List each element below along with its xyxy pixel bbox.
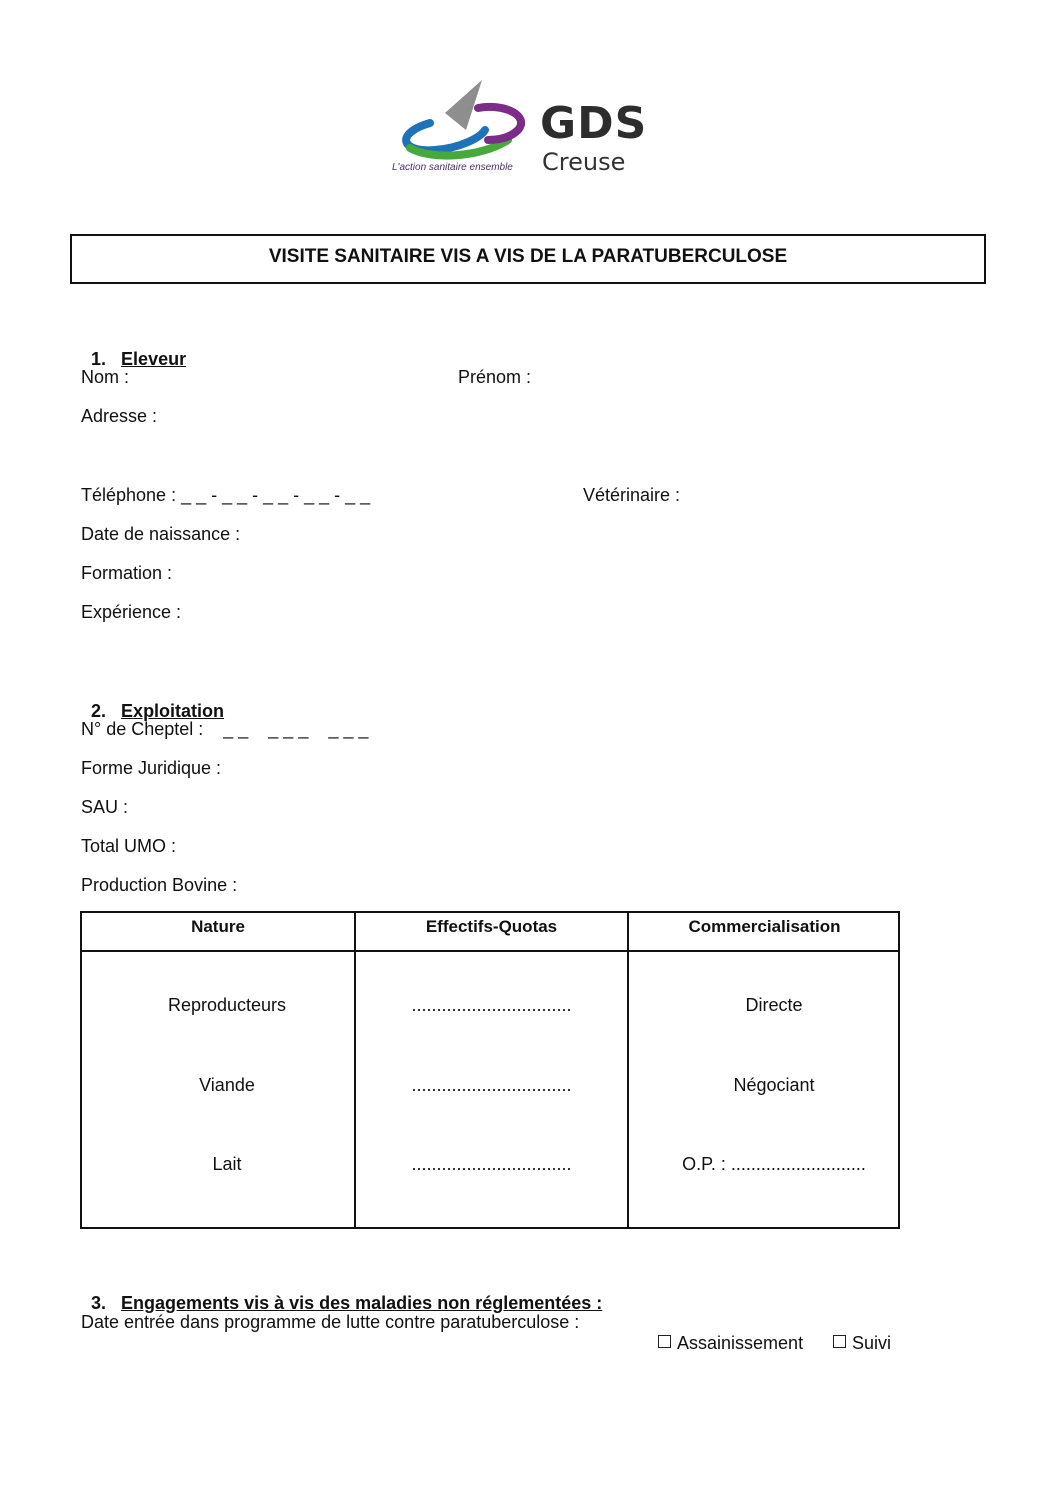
adresse-field: Adresse : [81,406,158,426]
formation-field: Formation : [81,563,173,583]
date-naissance-field: Date de naissance : [81,524,241,544]
production-table [80,911,900,1229]
assainissement-label: Assainissement [677,1333,804,1353]
document-title: VISITE SANITAIRE VIS A VIS DE LA PARATUBERCULOSE [268,246,788,267]
table-cell-effectifs: ................................ [411,1154,572,1174]
logo-region: Creuse [542,148,626,176]
section-1-title: Eleveur [121,349,187,369]
table-cell-effectifs: ................................ [411,995,572,1015]
table-header-effectifs: Effectifs-Quotas [425,917,558,936]
table-header-divider [82,950,898,952]
section-1-heading [81,328,186,370]
table-header-nature: Nature [191,917,245,936]
logo-brand: GDS [540,98,648,149]
table-cell-nature: Lait [212,1154,242,1174]
total-umo-field: Total UMO : [81,836,177,856]
section-3-heading [81,1272,602,1314]
gds-creuse-logo [390,78,680,178]
table-divider [354,913,356,1227]
nom-field: Nom : [81,367,130,387]
section-3-title: Engagements vis à vis des maladies non réglementées : [121,1293,603,1313]
assainissement-checkbox[interactable] [658,1335,671,1348]
table-cell-nature: Reproducteurs [167,995,287,1015]
telephone-field: Téléphone : _ _ - _ _ - _ _ - _ _ - _ _ [81,485,371,505]
option-suivi[interactable] [823,1312,891,1354]
section-2-heading [81,680,224,722]
forme-juridique-field: Forme Juridique : [81,758,222,778]
table-header-commercialisation: Commercialisation [688,917,841,936]
table-cell-nature: Viande [199,1075,255,1095]
table-cell-effectifs: ................................ [411,1075,572,1095]
suivi-label: Suivi [852,1333,892,1353]
table-cell-commercialisation: Négociant [733,1075,815,1095]
production-bovine-field: Production Bovine : [81,875,238,895]
section-3-number: 3. [91,1293,107,1313]
prenom-field: Prénom : [458,367,532,387]
table-divider [627,913,629,1227]
document-title-box [70,234,986,284]
date-entree-field: Date entrée dans programme de lutte contre paratuberculose : [81,1312,580,1332]
suivi-checkbox[interactable] [833,1335,846,1348]
veterinaire-field: Vétérinaire : [583,485,681,505]
logo-swirl-icon [390,78,530,168]
section-2-title: Exploitation [121,701,225,721]
section-1-number: 1. [91,349,107,369]
table-cell-commercialisation: O.P. : ........................... [682,1154,866,1174]
section-2-number: 2. [91,701,107,721]
table-cell-commercialisation: Directe [745,995,803,1015]
sau-field: SAU : [81,797,129,817]
logo-tagline: L'action sanitaire ensemble [392,162,513,173]
experience-field: Expérience : [81,602,182,622]
cheptel-field: N° de Cheptel : _ _ _ _ _ _ _ _ [81,719,369,739]
option-assainissement[interactable] [648,1312,803,1354]
